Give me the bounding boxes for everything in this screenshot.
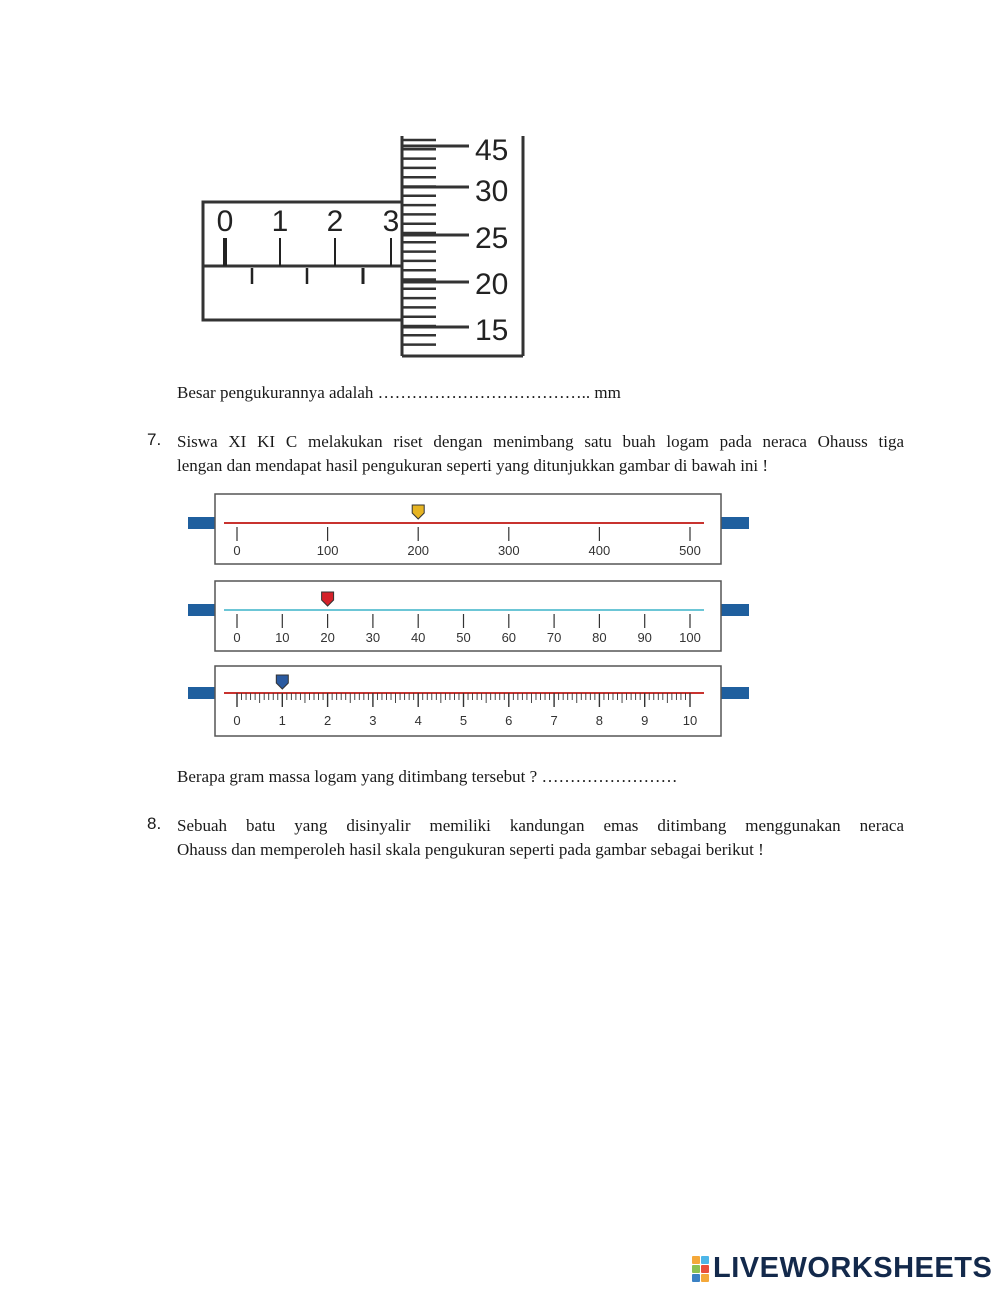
beam-1	[188, 494, 749, 564]
beam-label: 90	[637, 630, 652, 645]
q7-line-1: Siswa XI KI C melakukan riset dengan menimbang satu buah logam pada neraca Ohauss tiga	[177, 432, 904, 451]
logo-block	[692, 1274, 700, 1282]
beam-label: 5	[459, 713, 468, 728]
beam-label: 8	[595, 713, 604, 728]
main-scale-label: 0	[216, 205, 234, 238]
q7-text	[177, 430, 904, 478]
beam-label: 10	[682, 713, 698, 728]
q8-number: 8.	[147, 814, 162, 833]
beam-label: 60	[501, 630, 517, 645]
beam-label: 80	[592, 630, 607, 645]
beam-label: 1	[278, 713, 286, 728]
logo-block	[692, 1265, 700, 1273]
q8-line-2: Ohauss dan memperoleh hasil skala pengukuran seperti pada gambar sebagai berikut !	[177, 840, 764, 859]
beam-2	[188, 581, 749, 651]
beam-label: 40	[410, 630, 426, 645]
liveworksheets-logo[interactable]	[692, 1252, 992, 1285]
beam-label: 3	[369, 713, 377, 728]
beam-frame	[215, 494, 721, 564]
thimble-label: 30	[475, 175, 509, 208]
beam-label: 0	[233, 630, 241, 645]
logo-block	[701, 1265, 709, 1273]
beam-label: 400	[588, 543, 611, 558]
beam-label: 9	[641, 713, 649, 728]
beam-left-pivot	[188, 517, 215, 529]
logo-block	[701, 1274, 709, 1282]
beam-left-pivot	[188, 604, 215, 616]
beam-label: 4	[414, 713, 422, 728]
thimble-label: 45	[475, 134, 509, 167]
beam-label: 300	[497, 543, 520, 558]
beam-label: 50	[456, 630, 471, 645]
beam-label: 20	[320, 630, 335, 645]
q8-text	[177, 814, 904, 862]
main-scale-label: 2	[326, 205, 344, 238]
q6-answer-line: Besar pengukurannya adalah ……………………………….. mm	[177, 383, 621, 402]
main-scale-label: 1	[271, 205, 289, 238]
beam-label: 0	[233, 713, 241, 728]
thimble-label: 25	[475, 222, 509, 255]
beam-label: 2	[323, 713, 332, 728]
thimble-label: 15	[475, 314, 509, 347]
beam-label: 100	[679, 630, 701, 645]
logo-block	[692, 1256, 700, 1264]
q8-line-1: Sebuah batu yang disinyalir memiliki kandungan emas ditimbang menggunakan neraca	[177, 816, 904, 835]
main-scale-label: 3	[382, 205, 400, 238]
q7-line-2: lengan dan mendapat hasil pengukuran seperti yang ditunjukkan gambar di bawah ini !	[177, 456, 769, 475]
logo-block	[701, 1256, 709, 1264]
beam-label: 200	[407, 543, 430, 558]
beam-label: 6	[505, 713, 513, 728]
beam-label: 7	[550, 713, 558, 728]
beam-label: 10	[275, 630, 290, 645]
q7-number: 7.	[147, 430, 162, 449]
logo-blocks-icon	[692, 1256, 709, 1282]
triple-beam-balance	[180, 488, 760, 748]
beam-label: 500	[679, 543, 701, 558]
logo-text: LIVEWORKSHEETS	[713, 1252, 993, 1284]
q7-question: Berapa gram massa logam yang ditimbang tersebut ? ……………………	[177, 767, 678, 786]
thimble-label: 20	[475, 268, 509, 301]
beam-label: 100	[316, 543, 339, 558]
beam-right-pivot	[721, 604, 749, 616]
beam-label: 30	[365, 630, 381, 645]
beam-right-pivot	[721, 687, 749, 699]
micrometer-figure	[195, 130, 535, 365]
beam-left-pivot	[188, 687, 215, 699]
beam-label: 70	[546, 630, 562, 645]
beam-3	[188, 666, 749, 736]
beam-right-pivot	[721, 517, 749, 529]
beam-label: 0	[233, 543, 241, 558]
